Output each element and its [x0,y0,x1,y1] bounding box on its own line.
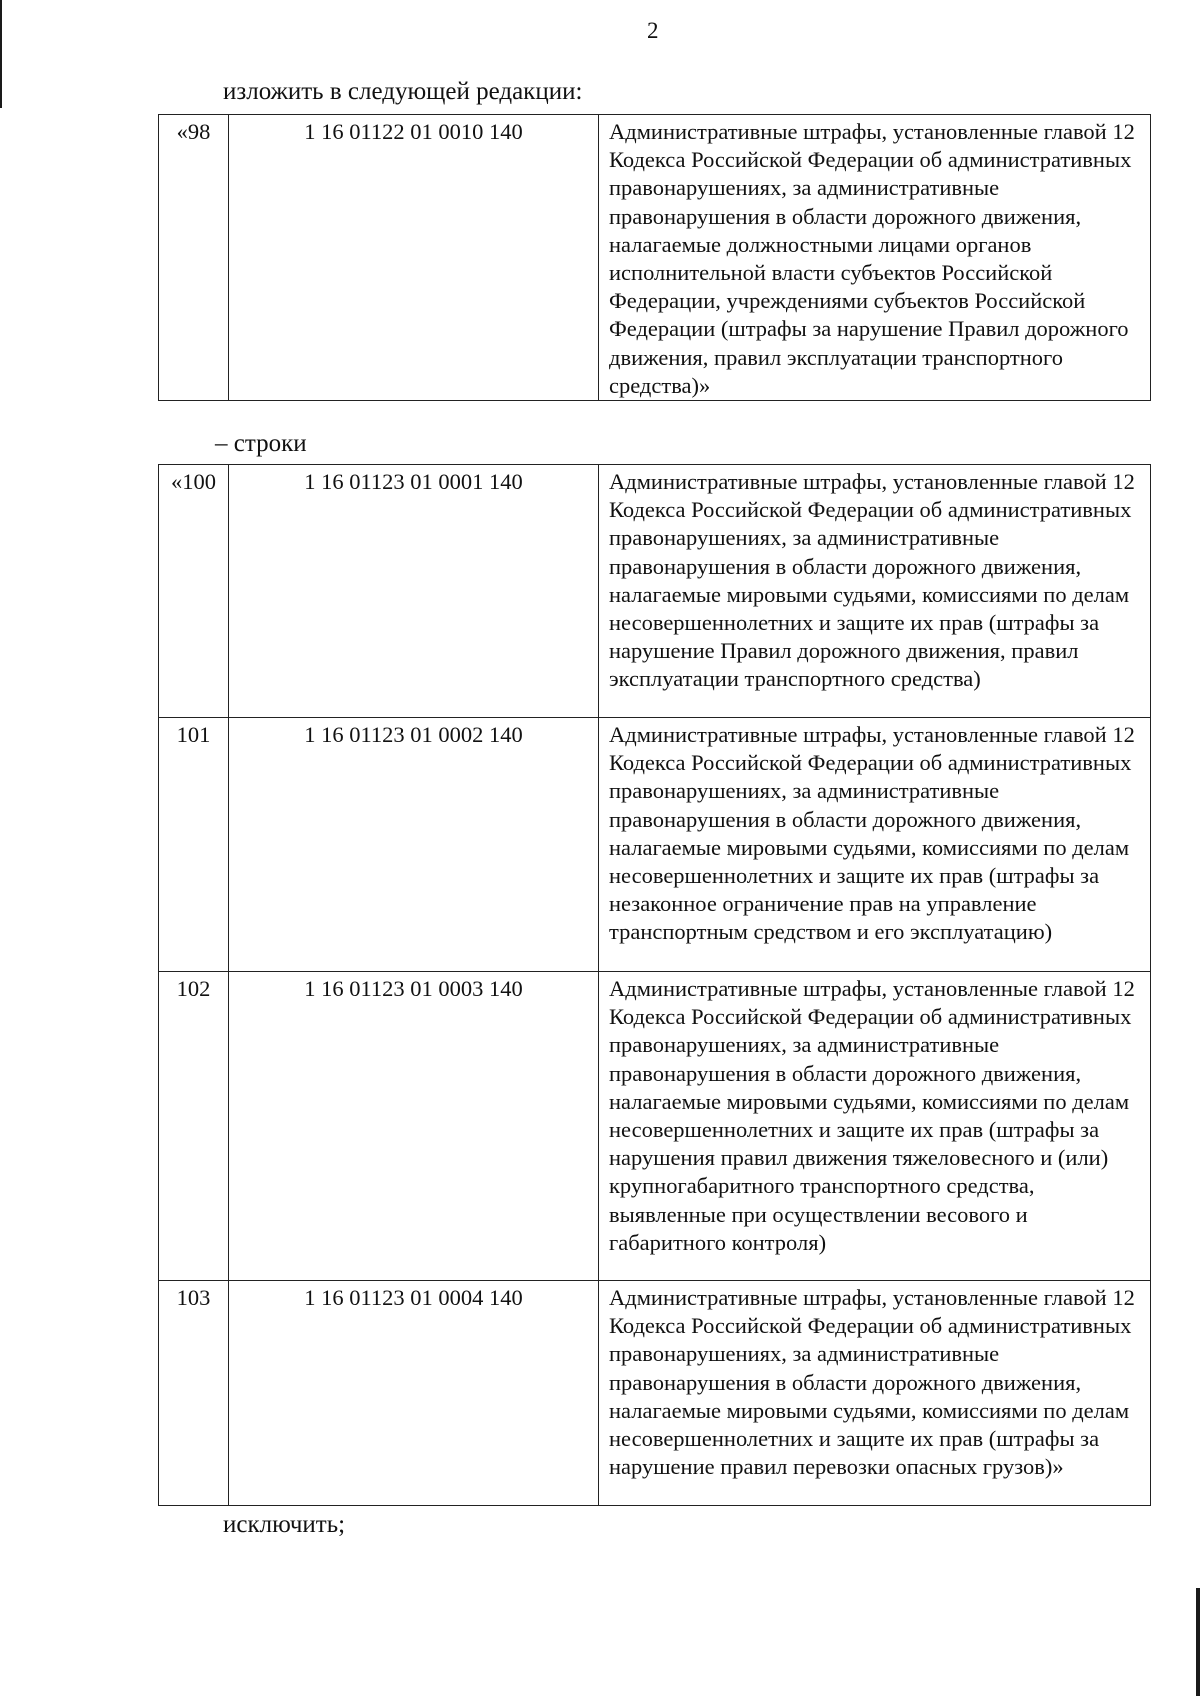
scan-edge-left [0,0,2,108]
table-row [159,1281,1151,1506]
budget-code: 1 16 01123 01 0004 140 [229,1281,599,1506]
page-number: 2 [647,18,659,43]
table-row [159,718,1151,972]
budget-code: 1 16 01122 01 0010 140 [229,115,599,401]
row-number: 101 [159,718,229,972]
row-description: Административные штрафы, установленные главой 12 Кодекса Российской Федерации об административных правонарушениях, за административные правонарушения в области дорожного движения, налагаемые мировыми судьями, комиссиями по делам несовершеннолетних и защите их прав (штрафы за нарушения правил движения тяжеловесного и (или) крупногабаритного транспортного средства, выявленные при осуществлении весового и габаритного контроля) [599,972,1151,1281]
outro-text: исключить; [223,1511,346,1538]
removed-rows-table [158,464,1151,1506]
row-number: «100 [159,465,229,718]
row-description: Административные штрафы, установленные главой 12 Кодекса Российской Федерации об административных правонарушениях, за административные правонарушения в области дорожного движения, налагаемые должностными лицами органов исполнительной власти субъектов Российской Федерации, учреждениями субъектов Российской Федерации (штрафы за нарушение Правил дорожного движения, правил эксплуатации транспортного средства)» [599,115,1151,401]
replacement-table [158,114,1151,401]
row-number: «98 [159,115,229,401]
budget-code: 1 16 01123 01 0003 140 [229,972,599,1281]
table-row [159,972,1151,1281]
row-description: Административные штрафы, установленные главой 12 Кодекса Российской Федерации об административных правонарушениях, за административные правонарушения в области дорожного движения, налагаемые мировыми судьями, комиссиями по делам несовершеннолетних и защите их прав (штрафы за нарушение правил перевозки опасных грузов)» [599,1281,1151,1506]
row-description: Административные штрафы, установленные главой 12 Кодекса Российской Федерации об административных правонарушениях, за административные правонарушения в области дорожного движения, налагаемые мировыми судьями, комиссиями по делам несовершеннолетних и защите их прав (штрафы за незаконное ограничение прав на управление транспортным средством и его эксплуатацию) [599,718,1151,972]
budget-code: 1 16 01123 01 0002 140 [229,718,599,972]
row-description: Административные штрафы, установленные главой 12 Кодекса Российской Федерации об административных правонарушениях, за административные правонарушения в области дорожного движения, налагаемые мировыми судьями, комиссиями по делам несовершеннолетних и защите их прав (штрафы за нарушение Правил дорожного движения, правил эксплуатации транспортного средства) [599,465,1151,718]
table-row [159,465,1151,718]
budget-code: 1 16 01123 01 0001 140 [229,465,599,718]
rows-text: – строки [215,430,307,457]
intro-text: изложить в следующей редакции: [223,78,583,105]
scan-edge-right [1196,1588,1200,1696]
table-row [159,115,1151,401]
row-number: 102 [159,972,229,1281]
row-number: 103 [159,1281,229,1506]
